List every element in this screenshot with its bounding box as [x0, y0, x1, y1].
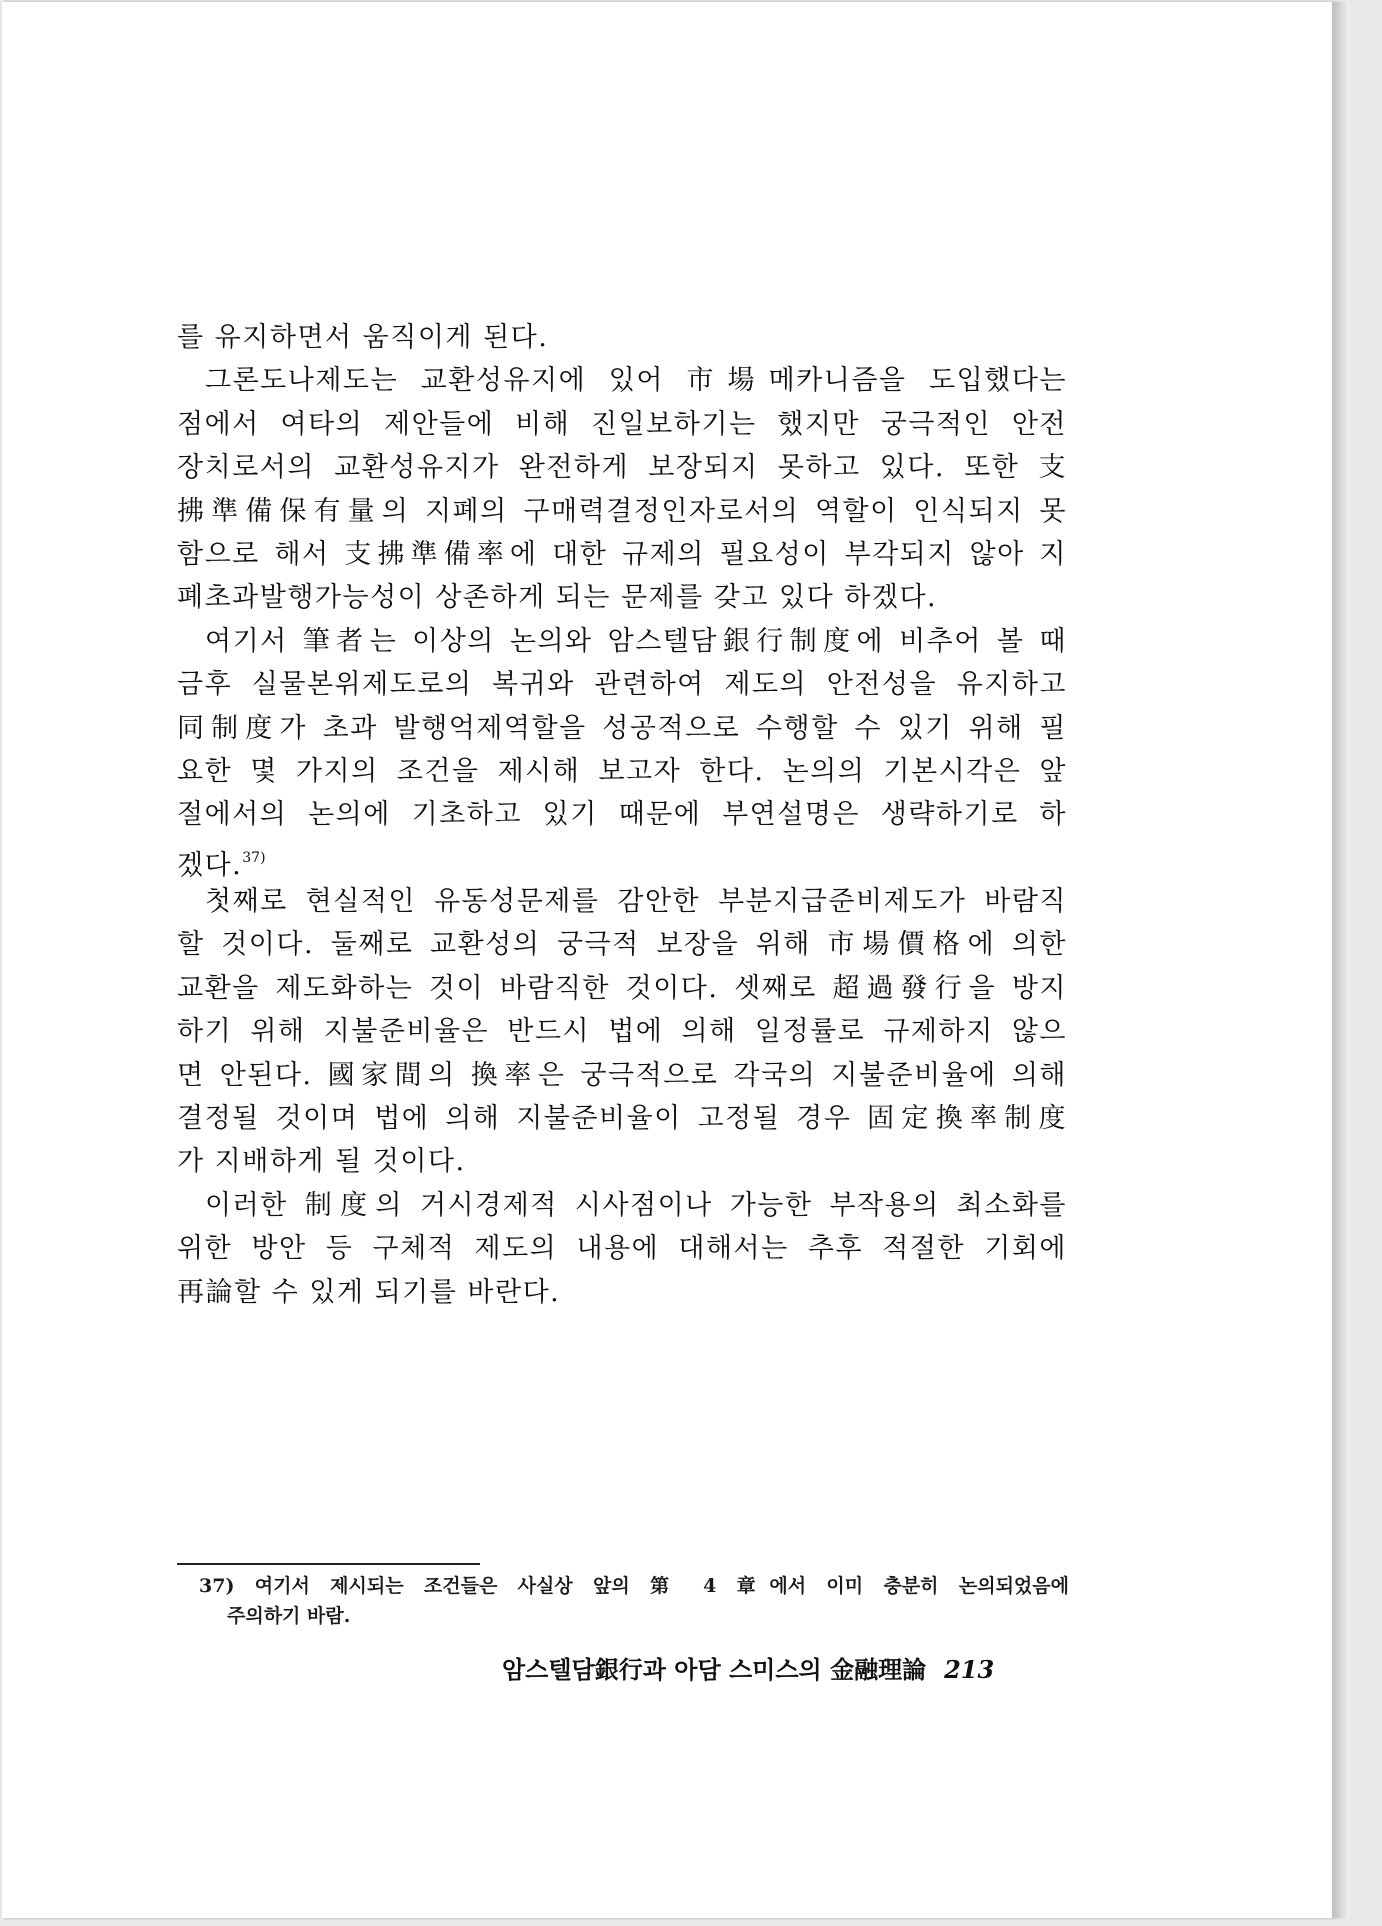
text-line: 절에서의 논의에 기초하고 있기 때문에 부연설명은 생략하기로 하 — [177, 799, 1067, 831]
text-line: 가 지배하게 될 것이다. — [177, 1146, 466, 1178]
text-line: 결정될 것이며 법에 의해 지불준비율이 고정될 경우 固定換率制度 — [177, 1103, 1067, 1135]
text-line: 를 유지하면서 움직이게 된다. — [177, 322, 549, 353]
text-line-content: 겠다. — [177, 849, 243, 881]
text-line: 교환을 제도화하는 것이 바람직한 것이다. 셋째로 超過發行을 방지 — [177, 972, 1067, 1004]
text-line: 할 것이다. 둘째로 교환성의 궁극적 보장을 위해 市場價格에 의한 — [177, 929, 1067, 961]
document-page — [2, 2, 1335, 1918]
text-line: 요한 몇 가지의 조건을 제시해 보고자 한다. 논의의 기본시각은 앞 — [177, 755, 1067, 787]
footnote — [199, 1571, 1069, 1631]
text-line: 同制度가 초과 발행억제역할을 성공적으로 수행할 수 있기 위해 필 — [177, 712, 1067, 744]
text-line: 이러한 制度의 거시경제적 시사점이나 가능한 부작용의 최소화를 — [205, 1189, 1067, 1221]
footnote-line: 주의하기 바람. — [227, 1605, 351, 1627]
page-number: 213 — [944, 1655, 995, 1684]
text-line: 拂準備保有量의 지폐의 구매력결정인자로서의 역할이 인식되지 못 — [177, 495, 1067, 527]
text-line: 첫째로 현실적인 유동성문제를 감안한 부분지급준비제도가 바람직 — [205, 886, 1067, 918]
running-footer — [502, 1650, 1042, 1685]
text-line: 위한 방안 등 구체적 제도의 내용에 대해서는 추후 적절한 기회에 — [177, 1233, 1067, 1265]
text-line — [177, 837, 1067, 880]
text-line: 함으로 해서 支拂準備率에 대한 규제의 필요성이 부각되지 않아 지 — [177, 538, 1067, 570]
page-edge-shadow — [1332, 2, 1350, 1918]
text-line: 再論할 수 있게 되기를 바란다. — [177, 1276, 561, 1308]
text-line: 점에서 여타의 제안들에 비해 진일보하기는 했지만 궁극적인 안전 — [177, 408, 1067, 440]
text-line: 하기 위해 지불준비율은 반드시 법에 의해 일정률로 규제하지 않으 — [177, 1016, 1067, 1048]
text-line: 금후 실물본위제도로의 복귀와 관련하여 제도의 안전성을 유지하고 — [177, 669, 1067, 701]
text-line: 폐초과발행가능성이 상존하게 되는 문제를 갖고 있다 하겠다. — [177, 582, 938, 614]
text-line: 여기서 筆者는 이상의 논의와 암스텔담銀行制度에 비추어 볼 때 — [205, 625, 1067, 657]
footnote-divider — [177, 1563, 480, 1565]
running-title: 암스텔담銀行과 아담 스미스의 金融理論 — [502, 1655, 927, 1684]
footnote-reference: 37) — [242, 849, 266, 866]
body-text — [177, 316, 1067, 1314]
footnote-line: 37) 여기서 제시되는 조건들은 사실상 앞의 第 4 章에서 이미 충분히 논의되었음에 — [199, 1575, 1069, 1597]
text-line: 그론도나제도는 교환성유지에 있어 市場메카니즘을 도입했다는 — [205, 365, 1067, 397]
text-line: 면 안된다. 國家間의 換率은 궁극적으로 각국의 지불준비율에 의해 — [177, 1059, 1067, 1091]
text-line: 장치로서의 교환성유지가 완전하게 보장되지 못하고 있다. 또한 支 — [177, 452, 1067, 484]
